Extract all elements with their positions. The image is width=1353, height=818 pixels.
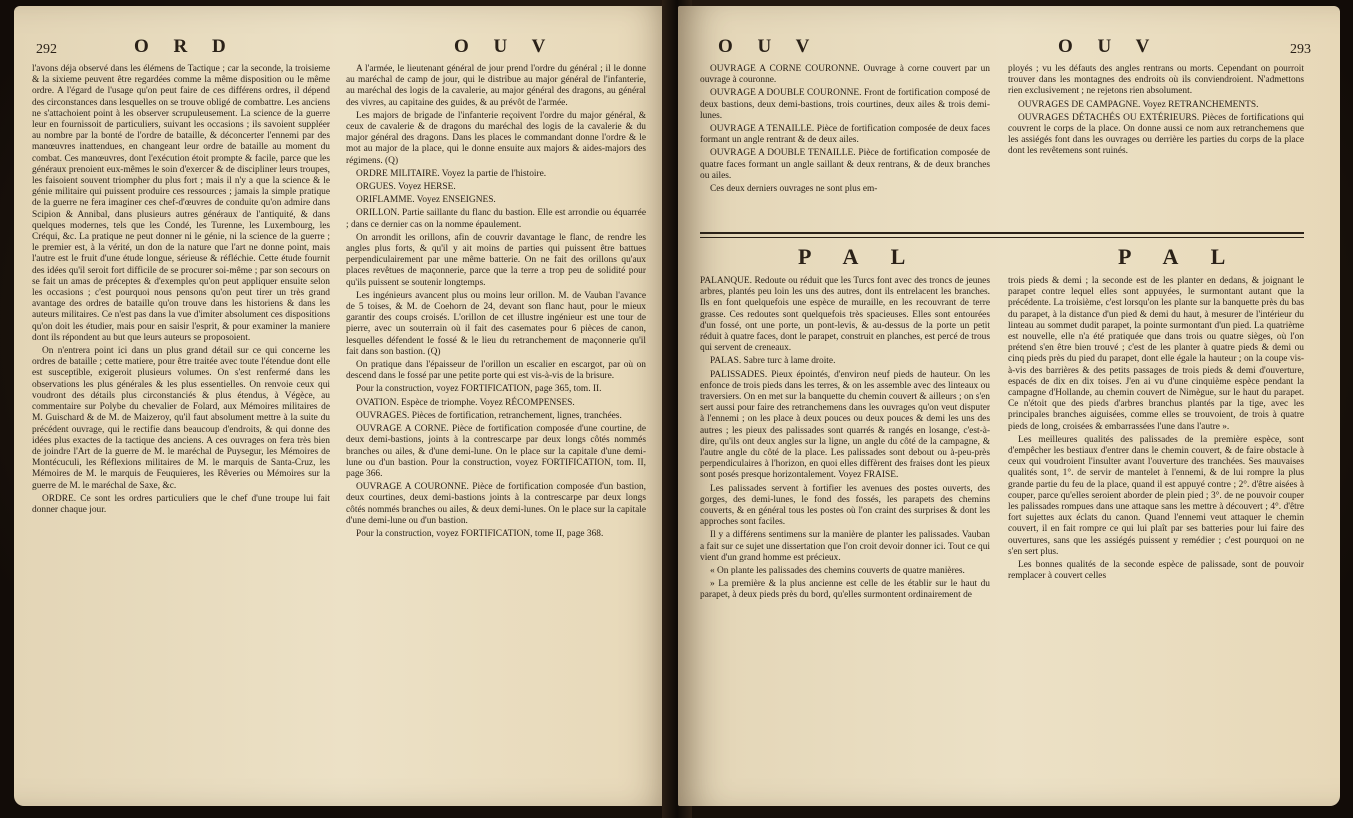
paragraph: ployés ; vu les défauts des angles rentrans ou morts. Cependant on pourroit trouver dans les montagnes des endroits où ils conviendroient. N'admettons rien exclusivement ; ne rejetons rien absolument. — [1008, 64, 1304, 97]
paragraph: Les ingénieurs avancent plus ou moins leur orillon. M. de Vauban l'avance de 5 toises, & M. de Coehorn de 24, devant son flanc haut, pour le mieux garantir des coups croisés. L'orillon de cet illustre ingénieur est une tour de pierre, avec un souterrain où il fait des casemates pour 6 pièces de canon, lesquelles défendent le fossé & le lieu du retranchement de maçonnerie qu'il fait dans son bastion. (Q) — [346, 290, 646, 357]
entry: ORDRE MILITAIRE. Voyez la partie de l'histoire. — [356, 168, 547, 179]
entry: PALANQUE. Redoute ou réduit que les Turcs font avec des troncs de jeunes arbres, plantés peu loin les uns des autres, dont ils entrelacent les branches. Ils en font quelquefois une espèce de muraille, en les recouvrant de terre grasse. Ces redoutes sont quelquefois très spacieuses. Elles sont entourées d'un fossé, ont une porte, un pont-levis, & au-dessus de la porte un petit réduit à quatre faces, dont le parapet, construit en planches, est percé de trous qui servent de creneaux. — [700, 276, 990, 354]
paragraph: trois pieds & demi ; la seconde est de les planter en dedans, & joignant le parapet contre lequel elles sont appuyées, le surmontant autant que la précédente. La troisième, c'est lorsqu'on les plante sur la banquette près du bas du parapet, à la distance d'un pied & demi du haut, à mesurer de l'intérieur du linteau au sommet dudit parapet, la pointe surmontant d'un pied. La quatrième est nouvelle, elle n'a été pratiquée que dans trois ou quatre sièges, où l'on prétend s'en être bien trouvé ; c'est de les planter à quatre pieds & demi ou cinq pieds près du pied du parapet, dont elle égale la hauteur ; on la coupe vis-à-vis des barrières & des petits passages de trois pieds & demi d'ouverture, espacés de dix en dix toises. J'en ai vu d'une cinquième espèce pendant la campagne d'Hollande, au chemin couvert de Nimègue, sur le haut du parapet. Ce n'étoit que des pieds d'arbres branchus plantés par la tige, avec les principales branches aiguisées, comme elles se trouvoient, de trois à quatre pieds de long, croisées & embarrassées l'une dans l'autre ». — [1008, 276, 1304, 432]
section-heading-left: P A L — [798, 244, 920, 269]
entry: OUVRAGE A DOUBLE TENAILLE. Pièce de fortification composée de quatre faces formant un angle saillant & deux rentrans, & de deux branches ou ailes. — [700, 148, 990, 181]
page-number: 292 — [36, 42, 57, 57]
entry: ORGUES. Voyez HERSE. — [356, 182, 456, 193]
paragraph: Les bonnes qualités de la seconde espèce de palissade, sont de pouvoir remplacer à couvert celles — [1008, 560, 1304, 582]
paragraph: Pour la construction, voyez FORTIFICATION, tome II, page 368. — [356, 528, 604, 539]
right-page-column-1 — [700, 64, 990, 230]
paragraph: Il y a différens sentimens sur la manière de planter les palissades. Vauban a fait sur ce sujet une dissertation que l'on croit devoir donner ici. Tout ce qui vient d'un grand homme est précieux. — [700, 530, 990, 563]
entry: OUVRAGE A CORNE COURONNÉ. Ouvrage à corne couvert par un ouvrage à couronne. — [700, 64, 990, 86]
paragraph: On n'entrera point ici dans un plus grand détail sur ce qui concerne les ordres de bataille ; cette matiere, pour être traitée avec toute l'étendue dont elle est susceptible, exigeroit plusieurs volumes. On s'est renfermé dans les observations les plus générales & les plus essentielles. On renvoie ceux qui voudront des détails plus circonstanciés & plus étendus, à Végèce, au commentaire sur Polybe du chevalier de Folard, aux Mémoires militaires de M. Guischard & de M. de Maizeroy, qu'il faut absolument mettre à la suite du précédent ouvrage, qui le rectifie dans beaucoup d'endroits, & qui donne des idées plus exactes de la tactique des anciens. A ces ouvrages on fera très bien de joindre l'Art de la guerre de M. le maréchal de Puysegur, les Mémoires de Montécuculi, les Réflexions militaires de M. le marquis de Santa-Cruz, les Mémoires de M. le marquis de Feuquieres, les Rêveries ou Mémoires sur la guerre de M. le maréchal de Saxe, &c. — [32, 346, 330, 491]
left-page-column-2 — [346, 64, 646, 784]
running-head-left: O R D — [134, 36, 236, 57]
paragraph: l'avons déja observé dans les élémens de Tactique ; car la seconde, la troisieme & la sixieme peuvent être regardées comme la même disposition ou le même ordre. A l'égard de l'usage qu'on peut faire de ces différens ordres, il dépend des circonstances dans lesquelles on se trouve obligé de combattre. Les anciens ne s'attachoient point à les observer scrupuleusement. La science de la guerre leur en fournissoit de particuliers, suivant les occasions ; ils savoient suppléer au nombre par la bonté de l'ordre de bataille, & déconcerter l'ennemi par des manœuvres inattendues, en changeant leur ordre de bataille au moment du combat. Ces manœuvres, dont l'exécution étoit prompte & facile, parce que les généraux prenoient eux-mêmes le soin d'exercer & de discipliner leurs troupes, les faisoient souvent triompher du plus fort ; mais il n'y a que la science & le génie militaire qui puissent produire ces ressources ; jamais la simple pratique de la guerre ne fera imaginer ces chef-d'œuvres de conduite qu'on admire dans Scipion & Annibal, dans plusieurs autres généraux de l'antiquité, & dans quelques modernes, tels que les Condé, les Turenne, les Luxembourg, les Créqui, &c. La pratique ne peut donner ni le génie, ni la science de la guerre ; le premier est, à la vérité, un don de la nature que l'art ne donne point, mais l'autre est le fruit d'une étude longue, sérieuse & réfléchie. Cette étude fournit des idées qu'il seroit fort difficile de se procurer soi-même ; par son secours on se fait un amas de préceptes & d'exemples qu'on peut appliquer ensuite selon les occasions ; c'est pourquoi nous pensons qu'on peut tirer un très grand avantage des ordres de bataille qu'on trouve dans les historiens & dans les auteurs militaires. Ce n'est pas dans la vue d'imiter absolument ces dispositions qu'on doit les étudier, mais pour en saisir l'esprit, & pour examiner la maniere dont ils répondent au but que leurs auteurs se proposoient. — [32, 64, 330, 343]
entry: OUVRAGES DE CAMPAGNE. Voyez RETRANCHEMENTS. — [1018, 99, 1259, 110]
entry: OUVRAGES DÉTACHÉS OU EXTÉRIEURS. Pièces de fortifications qui couvrent le corps de la place. On donne aussi ce nom aux retranchemens que les assiégés font dans les ouvrages ou derrière les parties du corps de la place dont les revêtemens sont ruinés. — [1008, 112, 1304, 157]
entry: OUVRAGE A DOUBLE COURONNE. Front de fortification composé de deux bastions, deux demi-bastions, trois courtines, deux ailes & trois demi-lunes. — [700, 88, 990, 121]
entry: OVATION. Espèce de triomphe. Voyez RÉCOMPENSES. — [356, 397, 575, 408]
entry: OUVRAGE A COURONNE. Pièce de fortification composée d'un bastion, deux courtines, deux demi-bastions joints à la contrescarpe par deux longs côtés nommés branches ou ailes, & deux demi-lunes. On le place sur la capitale d'une demi-lune ou d'un bastion. — [346, 482, 646, 526]
right-page-column-2 — [1008, 64, 1304, 230]
paragraph: A l'armée, le lieutenant général de jour prend l'ordre du général ; il le donne au maréchal de camp de jour, qui le distribue au major général de l'infanterie, au maréchal des logis de la cavalerie, au major général des dragons, au général des vivres, au capitaine des guides, & au prévôt de l'armée. — [346, 64, 646, 108]
entry: OUVRAGES. Pièces de fortification, retranchement, lignes, tranchées. — [356, 410, 622, 421]
left-page — [14, 6, 676, 806]
running-head-left: O U V — [718, 36, 820, 57]
running-head-right: O U V — [1058, 36, 1160, 57]
section-rule — [700, 232, 1304, 238]
paragraph: » La première & la plus ancienne est celle de les établir sur le haut du parapet, à deux pieds près du bord, qu'elles surmontent ordinairement de — [700, 579, 990, 601]
entry: PALISSADES. Pieux épointés, d'environ neuf pieds de hauteur. On les enfonce de trois pieds dans les terres, & on les assemble avec des linteaux ou traversiers. On en met sur la banquette du chemin couvert & ailleurs ; on s'en sert aussi pour faire des retranchemens dans les ouvrages qu'on veut disputer à l'ennemi ; on les place à deux pouces ou deux pouces & demi les uns des autres ; les pieux des palissades sont quarrés & rangés en losange, c'est-à-dire, qu'ils ont deux angles sur la ligne, un angle du côté de la campagne, & l'autre angle du côté de la place. Les palissades sont debout ou à-peu-près perpendiculaires à l'horizon, en quoi elles diffèrent des fraises dont les pieux sont posés presque horizontalement. Voyez FRAISE. — [700, 369, 990, 481]
entry: ORILLON. Partie saillante du flanc du bastion. Elle est arrondie ou équarrée ; dans ce dernier cas on la nomme épaulement. — [346, 208, 646, 230]
running-head-right: O U V — [454, 36, 556, 57]
entry: PALAS. Sabre turc à lame droite. — [710, 356, 836, 367]
paragraph: Les majors de brigade de l'infanterie reçoivent l'ordre du major général, & ceux de cavalerie & de dragons du maréchal des logis de la cavalerie & du major général des dragons. Dans les places le commandant donne l'ordre & le mot au major de la place, qui le donne ensuite aux majors & aides-majors des régimens. (Q) — [346, 110, 646, 166]
right-page — [678, 6, 1340, 806]
paragraph: Les palissades servent à fortifier les avenues des postes ouverts, des gorges, des demi-lunes, le fond des fossés, les parapets des chemins couverts, & en général tous les postes où l'on craint des surprises & dont les approches sont faciles. — [700, 483, 990, 528]
entry: ORIFLAMME. Voyez ENSEIGNES. — [356, 195, 496, 206]
paragraph: Ces deux derniers ouvrages ne sont plus em- — [710, 184, 878, 195]
section-heading-right: P A L — [1118, 244, 1240, 269]
paragraph: Pour la construction, voyez FORTIFICATION, page 365, tom. II. — [356, 384, 602, 395]
paragraph: « On plante les palissades des chemins couverts de quatre manières. — [710, 566, 965, 577]
paragraph: ORDRE. Ce sont les ordres particuliers que le chef d'une troupe lui fait donner chaque jour. — [32, 493, 330, 515]
right-page-column-4 — [1008, 276, 1304, 796]
left-page-column-1 — [32, 64, 330, 784]
entry: OUVRAGE A CORNE. Pièce de fortification composée d'une courtine, de deux demi-bastions, joints à la contrescarpe par deux longs côtés nommés branches ou ailes, & d'une demi-lune. On le place sur la capitale d'une demi-lune ou d'un bastion. Pour la construction, voyez FORTIFICATION, tom. II, page 366. — [346, 424, 646, 479]
right-page-column-3 — [700, 276, 990, 796]
paragraph: Les meilleures qualités des palissades de la première espèce, sont d'empêcher les bestiaux d'entrer dans le chemin couvert, & de faire obstacle à ceux qui voudroient l'insulter avant l'ouverture des tranchées. Ses mauvaises qualités sont, 1°. de servir de mantelet à l'ennemi, & de lui rompre la plus grande partie du feu de la place, quand il est appuyé contre ; 2°. d'être aisées à couper, parce qu'elles seroient aborder de plein pied ; 3°. de ne pouvoir couper les palissades rompues dans une attaque sans les mettre à découvert ; 4°. d'être fort sujettes aux éclats du canon. Quand l'ennemi veut attaquer le chemin couvert, il en fait rompre ce qui lui plaît par ses batteries pour lui faire des ouvertures, sans que les assiégés puissent y remédier ; c'est pourquoi on ne s'en sert plus. — [1008, 434, 1304, 557]
paragraph: On pratique dans l'épaisseur de l'orillon un escalier en escargot, par où on descend dans le fossé par une petite porte qui est vis-à-vis de la brisure. — [346, 360, 646, 382]
page-number: 293 — [1290, 42, 1311, 57]
paragraph: On arrondit les orillons, afin de couvrir davantage le flanc, de rendre les angles plus forts, & qu'il y ait moins de parties qui puissent être battues perpendiculairement par une même batterie. On ne fait des orillons qu'aux places revêtues de maçonnerie, parce que la terre a trop peu de solidité pour qu'ils puissent se soutenir longtemps. — [346, 232, 646, 288]
entry: OUVRAGE A TENAILLE. Pièce de fortification composée de deux faces formant un angle rentrant & de deux ailes. — [700, 124, 990, 146]
